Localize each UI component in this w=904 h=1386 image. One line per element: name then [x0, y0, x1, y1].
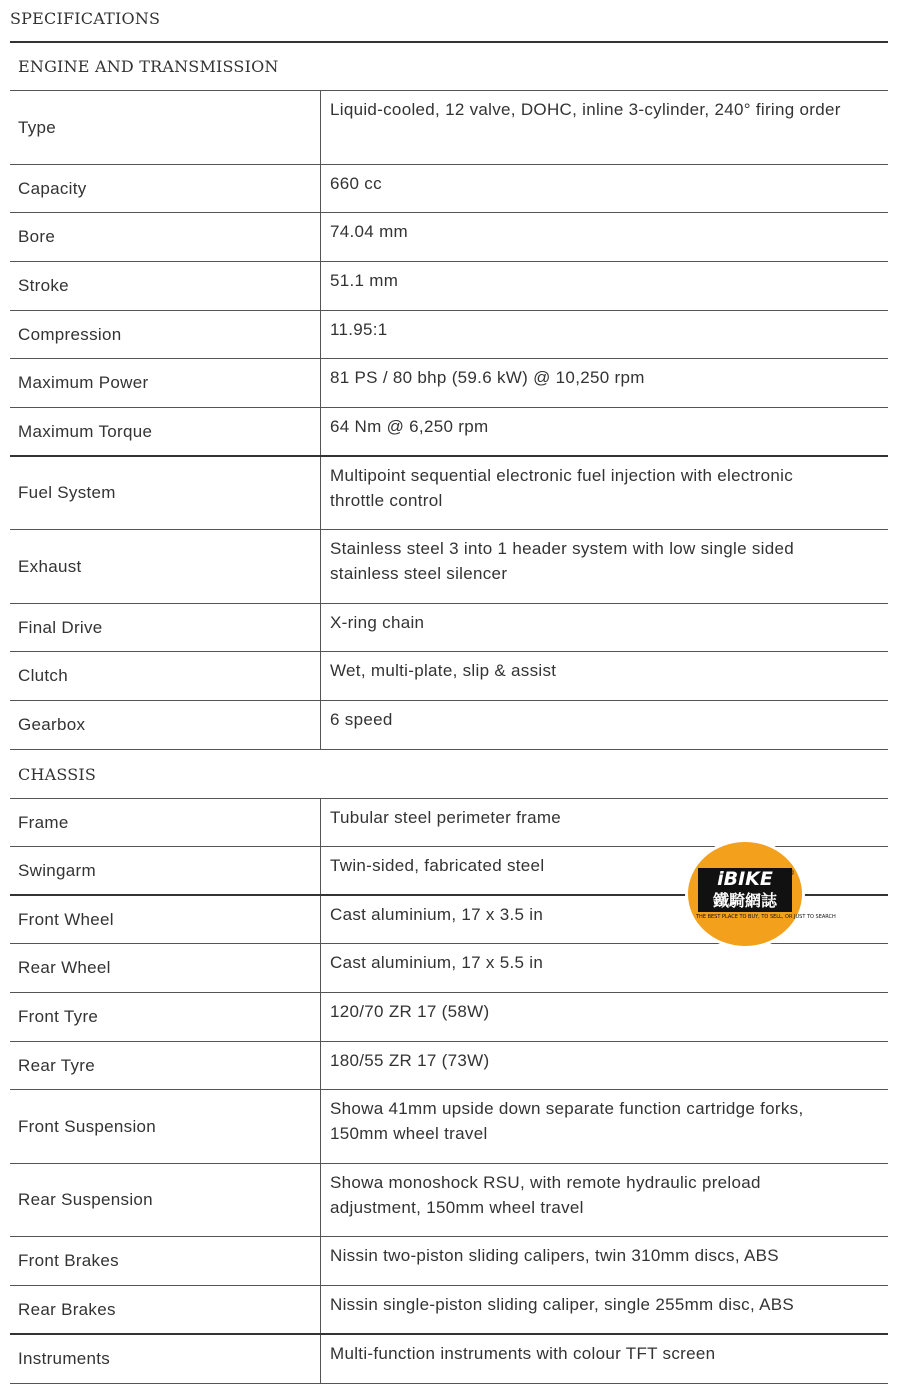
- spec-value: Liquid-cooled, 12 valve, DOHC, inline 3-cylinder, 240° firing order: [330, 100, 841, 119]
- spec-label: Front Tyre: [10, 993, 321, 1041]
- spec-value: 11.95:1: [330, 320, 388, 339]
- spec-row-front-brakes: [10, 1237, 888, 1286]
- spec-value: Multipoint sequential electronic fuel injection with electronic throttle control: [330, 466, 794, 510]
- spec-row-capacity: [10, 165, 888, 213]
- spec-label: Compression: [10, 311, 321, 358]
- spec-label: Maximum Torque: [10, 408, 321, 455]
- spec-label: Gearbox: [10, 701, 321, 749]
- registered-icon: ®: [788, 869, 795, 877]
- spec-row-gearbox: [10, 701, 888, 750]
- page-title: SPECIFICATIONS: [10, 9, 161, 28]
- spec-value: Showa monoshock RSU, with remote hydraulic preload adjustment, 150mm wheel travel: [330, 1173, 761, 1217]
- spec-value: Nissin single-piston sliding caliper, single 255mm disc, ABS: [330, 1295, 794, 1314]
- spec-label: Front Suspension: [10, 1090, 321, 1163]
- spec-row-clutch: [10, 652, 888, 701]
- spec-label: Rear Tyre: [10, 1042, 321, 1089]
- spec-value: Tubular steel perimeter frame: [330, 808, 562, 827]
- logo-brand: iBIKE: [698, 868, 792, 890]
- spec-value: 74.04 mm: [330, 222, 408, 241]
- spec-row-rear-brakes: [10, 1286, 888, 1335]
- spec-value: 180/55 ZR 17 (73W): [330, 1051, 490, 1070]
- spec-value: Multi-function instruments with colour TFT screen: [330, 1344, 716, 1363]
- spec-label: Front Wheel: [10, 896, 321, 943]
- spec-value: 64 Nm @ 6,250 rpm: [330, 417, 489, 436]
- spec-label: Bore: [10, 213, 321, 261]
- spec-row-front-tyre: [10, 993, 888, 1042]
- spec-label: Swingarm: [10, 847, 321, 894]
- spec-label: Stroke: [10, 262, 321, 310]
- spec-row-rear-wheel: [10, 944, 888, 993]
- spec-label: Exhaust: [10, 530, 321, 603]
- spec-value: X-ring chain: [330, 613, 425, 632]
- spec-row-front-suspension: [10, 1090, 888, 1164]
- section-header-chassis: CHASSIS: [10, 750, 888, 799]
- spec-value: Showa 41mm upside down separate function cartridge forks, 150mm wheel travel: [330, 1099, 804, 1143]
- spec-label: Final Drive: [10, 604, 321, 651]
- spec-value: Cast aluminium, 17 x 5.5 in: [330, 953, 544, 972]
- spec-label: Fuel System: [10, 457, 321, 529]
- spec-label: Instruments: [10, 1335, 321, 1383]
- spec-label: Frame: [10, 799, 321, 846]
- spec-value: 660 cc: [330, 174, 382, 193]
- spec-value: 120/70 ZR 17 (58W): [330, 1002, 490, 1021]
- spec-label: Rear Wheel: [10, 944, 321, 992]
- spec-value: Wet, multi-plate, slip & assist: [330, 661, 557, 680]
- spec-row-rear-suspension: [10, 1164, 888, 1237]
- spec-row-max-torque: [10, 408, 888, 457]
- spec-row-fuel-system: [10, 457, 888, 530]
- spec-value: 6 speed: [330, 710, 393, 729]
- spec-row-stroke: [10, 262, 888, 311]
- logo-tagline: THE BEST PLACE TO BUY, TO SELL, OR JUST TO SEARCH: [696, 914, 836, 920]
- spec-value: 81 PS / 80 bhp (59.6 kW) @ 10,250 rpm: [330, 368, 645, 387]
- spec-row-max-power: [10, 359, 888, 408]
- spec-row-type: [10, 91, 888, 165]
- spec-label: Front Brakes: [10, 1237, 321, 1285]
- section-header-engine: ENGINE AND TRANSMISSION: [10, 43, 888, 91]
- spec-label: Rear Suspension: [10, 1164, 321, 1236]
- spec-row-instruments: [10, 1335, 888, 1384]
- spec-value: Stainless steel 3 into 1 header system with low single sided stainless steel silencer: [330, 539, 795, 583]
- logo-chinese: 鐵騎網誌: [698, 890, 792, 912]
- spec-row-frame: [10, 799, 888, 847]
- spec-row-final-drive: [10, 604, 888, 652]
- spec-value: Twin-sided, fabricated steel: [330, 856, 545, 875]
- spec-label: Type: [10, 91, 321, 164]
- spec-value: Cast aluminium, 17 x 3.5 in: [330, 905, 544, 924]
- spec-row-bore: [10, 213, 888, 262]
- spec-label: Maximum Power: [10, 359, 321, 407]
- spec-row-rear-tyre: [10, 1042, 888, 1090]
- spec-row-exhaust: [10, 530, 888, 604]
- spec-value: Nissin two-piston sliding calipers, twin 310mm discs, ABS: [330, 1246, 779, 1265]
- spec-table: [10, 41, 888, 1384]
- ibike-logo: [688, 842, 836, 946]
- spec-label: Clutch: [10, 652, 321, 700]
- spec-value: 51.1 mm: [330, 271, 399, 290]
- spec-label: Rear Brakes: [10, 1286, 321, 1333]
- spec-row-compression: [10, 311, 888, 359]
- spec-label: Capacity: [10, 165, 321, 212]
